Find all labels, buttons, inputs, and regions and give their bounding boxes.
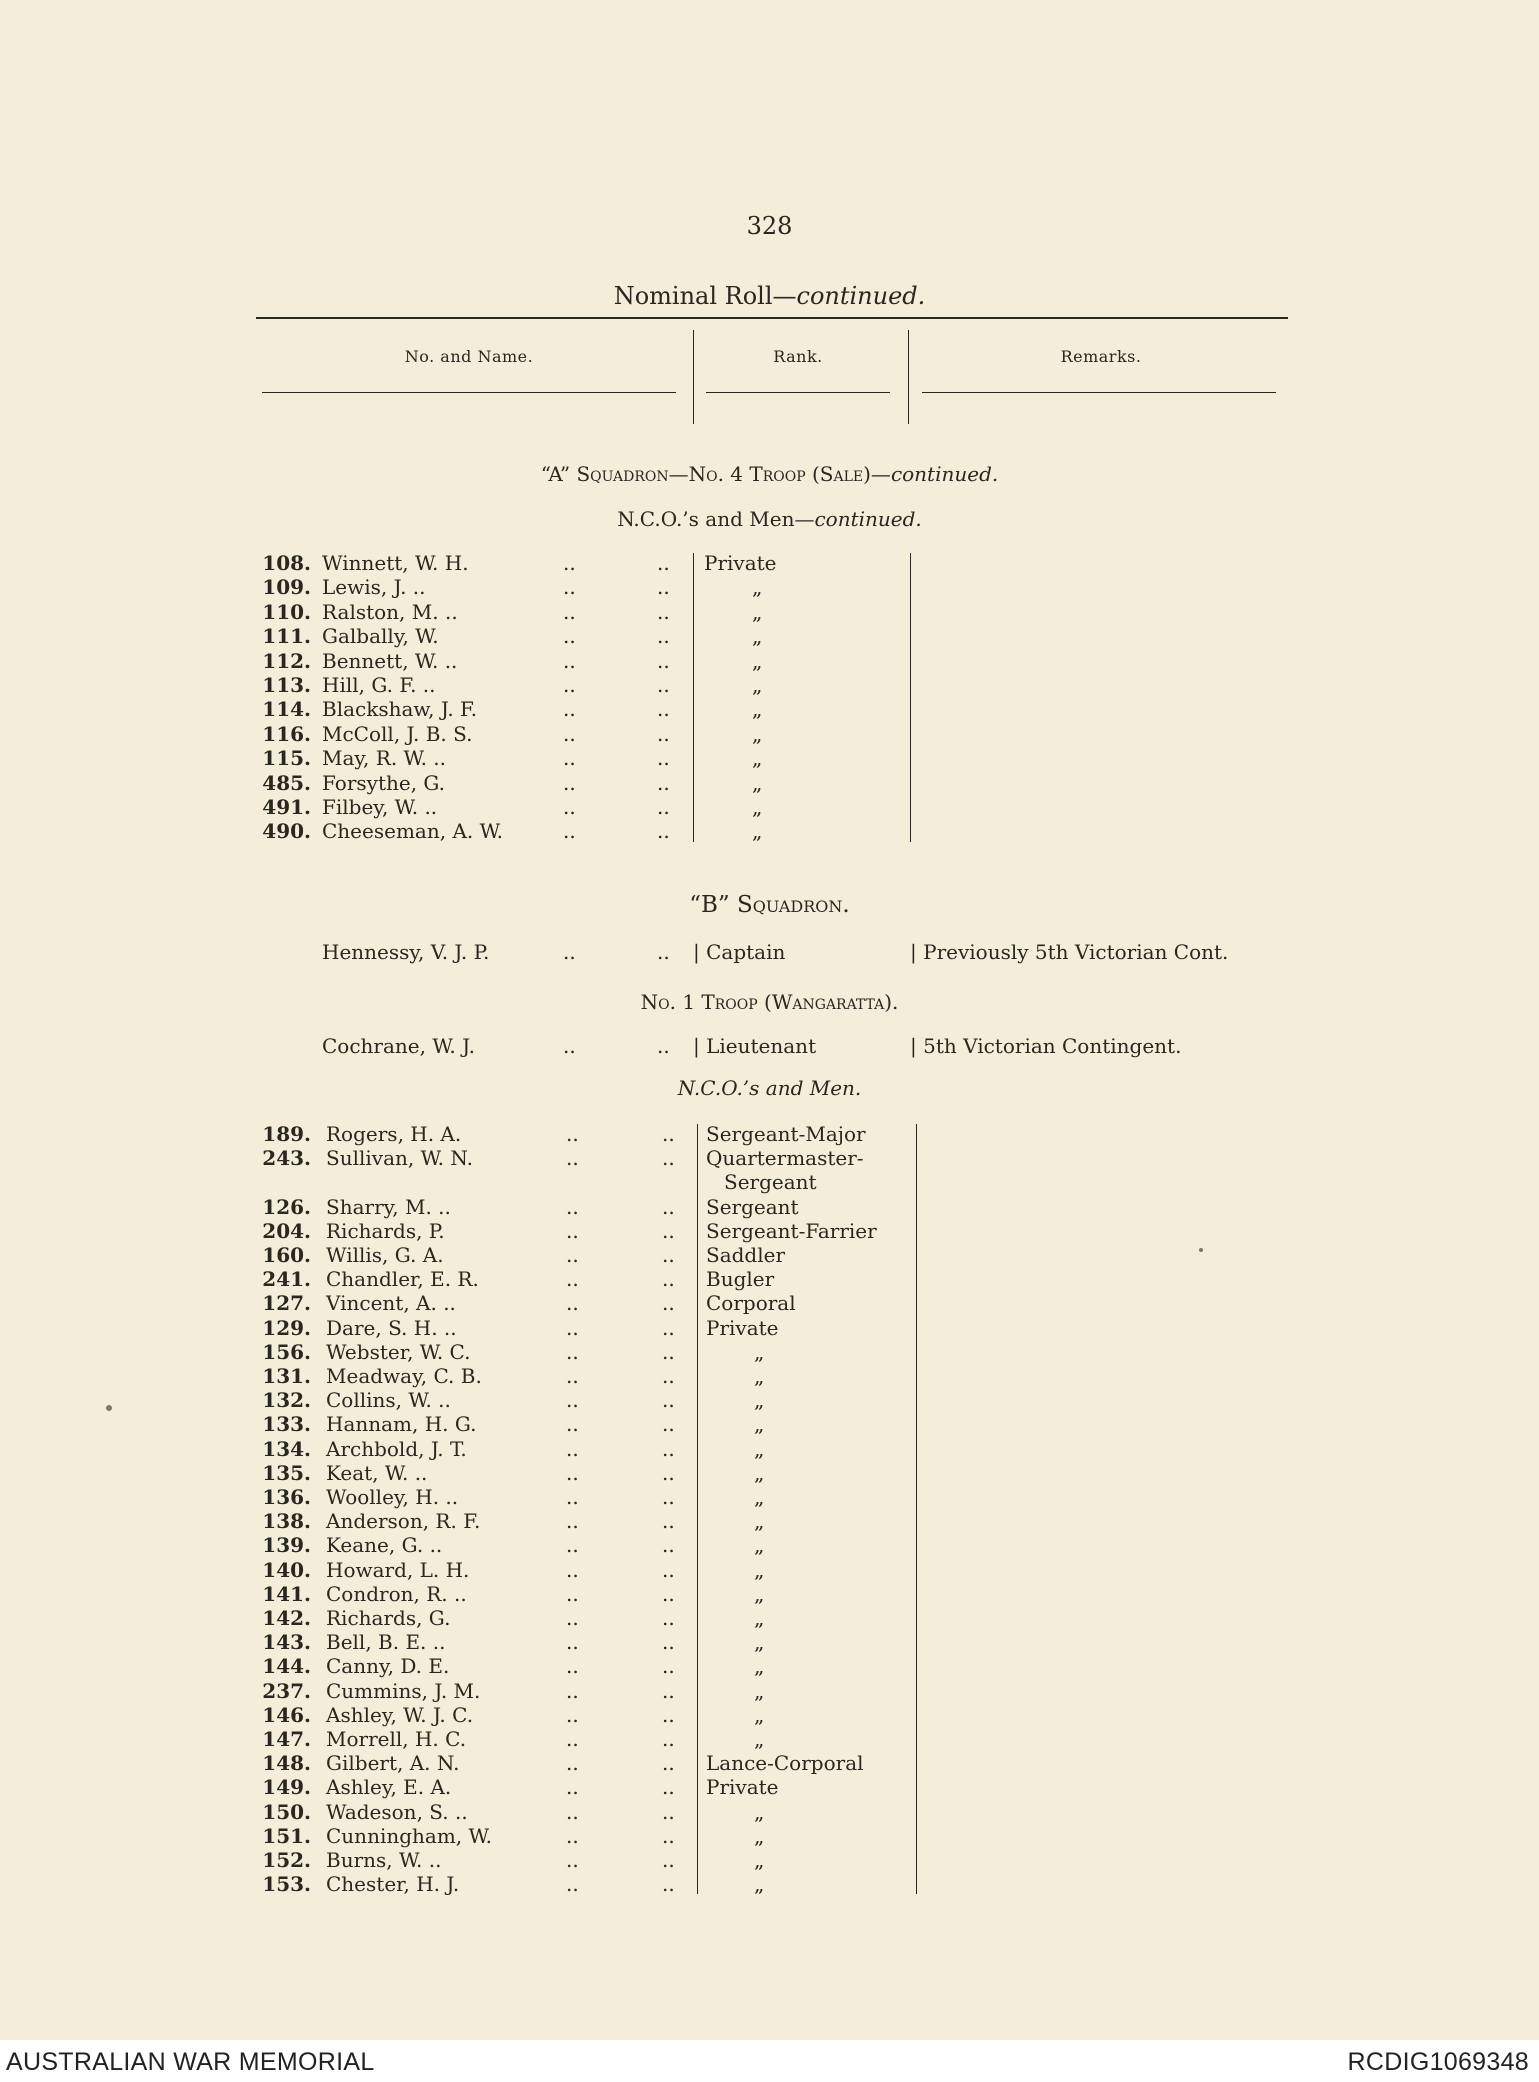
dots: .. xyxy=(563,746,576,771)
regimental-number: 149. xyxy=(262,1775,311,1800)
captain-rank: | Captain xyxy=(693,940,786,964)
dots: .. xyxy=(563,770,576,795)
member-name: Dare, S. H. .. xyxy=(326,1315,457,1340)
column-rule-rank xyxy=(706,392,890,393)
dots: .. xyxy=(566,1533,579,1558)
dots: .. xyxy=(662,1630,675,1655)
dots: .. xyxy=(662,1315,675,1340)
dots: .. xyxy=(662,1364,675,1388)
regimental-number: 150. xyxy=(262,1799,311,1824)
dots: .. xyxy=(662,1243,675,1267)
regimental-number: 144. xyxy=(262,1654,311,1679)
member-name: Cheeseman, A. W. xyxy=(322,819,504,844)
dots: .. xyxy=(662,1606,675,1630)
member-rank: „ xyxy=(754,1509,765,1534)
column-header-remarks: Remarks. xyxy=(1060,347,1142,366)
lieutenant-row xyxy=(0,1034,1539,1058)
regimental-number: 134. xyxy=(262,1436,311,1461)
member-name: Ashley, E. A. xyxy=(326,1775,452,1800)
dots: .. xyxy=(566,1727,579,1751)
member-rank: „ xyxy=(754,1654,765,1679)
member-rank: „ xyxy=(752,795,763,819)
member-name: Vincent, A. .. xyxy=(326,1291,456,1316)
dots: .. xyxy=(657,575,670,600)
roll-row xyxy=(0,1267,1539,1291)
dots: .. xyxy=(662,1388,675,1413)
dots: .. xyxy=(566,1823,579,1848)
member-name: Willis, G. A. xyxy=(326,1243,444,1267)
roll-row xyxy=(0,624,1539,648)
dots: .. xyxy=(563,721,576,746)
roll-row xyxy=(0,1775,1539,1799)
regimental-number: 141. xyxy=(262,1581,311,1606)
regimental-number: 116. xyxy=(262,721,311,746)
roll-row xyxy=(0,1558,1539,1582)
dots: .. xyxy=(566,1291,579,1316)
dots: .. xyxy=(657,819,670,844)
member-name: Ashley, W. J. C. xyxy=(326,1702,474,1727)
regimental-number: 243. xyxy=(262,1146,311,1171)
regimental-number: 114. xyxy=(262,697,311,722)
member-rank: „ xyxy=(754,1823,765,1848)
dots: .. xyxy=(563,1034,576,1058)
regimental-number: 485. xyxy=(262,770,311,795)
dots: .. xyxy=(566,1606,579,1630)
column-rule-name xyxy=(262,392,676,393)
dots: .. xyxy=(662,1533,675,1558)
section-a-subheading: N.C.O.’s and Men—continued. xyxy=(617,507,922,531)
dots: .. xyxy=(657,795,670,819)
dots: .. xyxy=(662,1799,675,1824)
regimental-number: 142. xyxy=(262,1606,311,1630)
regimental-number: 127. xyxy=(262,1291,311,1316)
dots: .. xyxy=(657,1034,670,1058)
roll-row xyxy=(0,1582,1539,1606)
roll-row xyxy=(0,1388,1539,1412)
dots: .. xyxy=(662,1702,675,1727)
member-rank: „ xyxy=(754,1388,765,1413)
roll-row xyxy=(0,1800,1539,1824)
footer-id: RCDIG1069348 xyxy=(1347,2048,1529,2076)
roll-row xyxy=(0,1412,1539,1436)
dots: .. xyxy=(662,1218,675,1243)
dots: .. xyxy=(657,770,670,795)
dots: .. xyxy=(662,1654,675,1679)
member-rank: „ xyxy=(754,1436,765,1461)
member-name: Burns, W. .. xyxy=(326,1848,442,1872)
dots: .. xyxy=(657,599,670,624)
roll-row xyxy=(0,600,1539,624)
roll-row-continuation xyxy=(0,1170,1539,1194)
member-rank: „ xyxy=(754,1799,765,1824)
member-name: Canny, D. E. xyxy=(326,1654,450,1679)
dots: .. xyxy=(563,624,576,649)
member-name: Bennett, W. .. xyxy=(322,648,458,673)
roll-row xyxy=(0,1727,1539,1751)
dots: .. xyxy=(566,1557,579,1582)
member-rank: „ xyxy=(752,624,763,649)
roll-row xyxy=(0,1751,1539,1775)
dots: .. xyxy=(657,940,670,964)
dots: .. xyxy=(657,697,670,722)
member-name: Sullivan, W. N. xyxy=(326,1146,473,1171)
dots: .. xyxy=(566,1848,579,1872)
roll-row xyxy=(0,771,1539,795)
roll-row xyxy=(0,1485,1539,1509)
dots: .. xyxy=(662,1581,675,1606)
regimental-number: 152. xyxy=(262,1848,311,1872)
member-rank: „ xyxy=(754,1630,765,1655)
regimental-number: 490. xyxy=(262,819,311,844)
captain-row xyxy=(0,940,1539,964)
roll-row xyxy=(0,1848,1539,1872)
member-rank: Private xyxy=(704,551,777,575)
dots: .. xyxy=(566,1654,579,1679)
dots: .. xyxy=(662,1727,675,1751)
dots: .. xyxy=(563,648,576,673)
member-name: Webster, W. C. xyxy=(326,1339,471,1364)
roll-row xyxy=(0,1606,1539,1630)
member-rank: „ xyxy=(754,1606,765,1630)
roll-row xyxy=(0,673,1539,697)
dots: .. xyxy=(566,1364,579,1388)
member-name: Lewis, J. .. xyxy=(322,575,426,600)
roll-row xyxy=(0,1654,1539,1678)
dots: .. xyxy=(566,1872,579,1897)
roll-row xyxy=(0,1872,1539,1896)
member-name: Keane, G. .. xyxy=(326,1533,443,1558)
regimental-number: 147. xyxy=(262,1727,311,1751)
member-name: Rogers, H. A. xyxy=(326,1122,462,1146)
dots: .. xyxy=(662,1485,675,1509)
member-rank: Quartermaster- xyxy=(706,1146,864,1171)
member-name: McColl, J. B. S. xyxy=(322,721,473,746)
column-header-name: No. and Name. xyxy=(404,347,534,366)
dots: .. xyxy=(563,697,576,722)
dots: .. xyxy=(566,1460,579,1485)
member-rank: Private xyxy=(706,1775,779,1800)
lieutenant-rank: | Lieutenant xyxy=(693,1034,817,1058)
regimental-number: 131. xyxy=(262,1364,311,1388)
dots: .. xyxy=(662,1436,675,1461)
lieutenant-name: Cochrane, W. J. xyxy=(322,1034,475,1058)
regimental-number: 112. xyxy=(262,648,311,673)
member-rank: „ xyxy=(754,1412,765,1437)
member-rank: „ xyxy=(752,819,763,844)
roll-row xyxy=(0,1437,1539,1461)
roll-row xyxy=(0,1316,1539,1340)
dots: .. xyxy=(566,1146,579,1171)
member-rank: „ xyxy=(752,599,763,624)
dots: .. xyxy=(566,1509,579,1534)
member-name: Cunningham, W. xyxy=(326,1823,492,1848)
roll-row xyxy=(0,1533,1539,1557)
member-rank: „ xyxy=(754,1485,765,1509)
regimental-number: 151. xyxy=(262,1823,311,1848)
roll-row xyxy=(0,722,1539,746)
roll-row xyxy=(0,1461,1539,1485)
page-title: Nominal Roll—continued. xyxy=(613,282,926,310)
member-rank: „ xyxy=(752,746,763,771)
dots: .. xyxy=(662,1460,675,1485)
regimental-number: 140. xyxy=(262,1557,311,1582)
column-divider-1 xyxy=(693,330,694,424)
dots: .. xyxy=(563,575,576,600)
lieutenant-remarks: | 5th Victorian Contingent. xyxy=(910,1034,1182,1058)
roll-row xyxy=(0,1146,1539,1170)
member-name: Forsythe, G. xyxy=(322,770,446,795)
dots: .. xyxy=(566,1315,579,1340)
member-name: Howard, L. H. xyxy=(326,1557,470,1582)
roll-row xyxy=(0,1340,1539,1364)
dots: .. xyxy=(563,673,576,697)
dots: .. xyxy=(662,1509,675,1534)
member-rank: „ xyxy=(752,721,763,746)
roll-row xyxy=(0,551,1539,575)
section-b-subheading: N.C.O.’s and Men. xyxy=(677,1076,862,1100)
member-name: Blackshaw, J. F. xyxy=(322,697,478,722)
column-rule-remarks xyxy=(922,392,1276,393)
member-rank: „ xyxy=(752,648,763,673)
member-name: Chester, H. J. xyxy=(326,1872,460,1897)
roll-row xyxy=(0,1291,1539,1315)
regimental-number: 146. xyxy=(262,1702,311,1727)
dots: .. xyxy=(662,1412,675,1437)
roll-row xyxy=(0,649,1539,673)
rank-column-line xyxy=(693,553,694,842)
dots: .. xyxy=(566,1630,579,1655)
member-rank: „ xyxy=(752,673,763,697)
regimental-number: 153. xyxy=(262,1872,311,1897)
member-rank: „ xyxy=(754,1872,765,1897)
dots: .. xyxy=(662,1146,675,1171)
member-rank: Private xyxy=(706,1315,779,1340)
member-rank: Sergeant-Major xyxy=(706,1122,866,1146)
member-rank: „ xyxy=(754,1460,765,1485)
column-header-rank: Rank. xyxy=(773,347,823,366)
regimental-number: 110. xyxy=(262,599,311,624)
captain-remarks: | Previously 5th Victorian Cont. xyxy=(910,940,1229,964)
footer-source: AUSTRALIAN WAR MEMORIAL xyxy=(6,2048,375,2076)
regimental-number: 156. xyxy=(262,1339,311,1364)
dots: .. xyxy=(662,1122,675,1146)
dots: .. xyxy=(662,1872,675,1897)
heading-rule xyxy=(256,317,1288,319)
dots: .. xyxy=(563,795,576,819)
dots: .. xyxy=(657,648,670,673)
member-rank: Sergeant xyxy=(706,1194,799,1219)
dots: .. xyxy=(662,1823,675,1848)
member-name: Anderson, R. F. xyxy=(326,1509,481,1534)
member-name: Winnett, W. H. xyxy=(322,551,469,575)
regimental-number: 111. xyxy=(262,624,311,649)
dots: .. xyxy=(566,1412,579,1437)
roll-row xyxy=(0,697,1539,721)
dots: .. xyxy=(566,1751,579,1776)
ink-speck xyxy=(1199,1248,1203,1252)
dots: .. xyxy=(563,940,576,964)
member-rank: „ xyxy=(754,1557,765,1582)
regimental-number: 135. xyxy=(262,1460,311,1485)
regimental-number: 237. xyxy=(262,1678,311,1703)
member-name: Richards, G. xyxy=(326,1606,451,1630)
dots: .. xyxy=(566,1775,579,1800)
roll-row xyxy=(0,1679,1539,1703)
member-rank: „ xyxy=(754,1848,765,1872)
dots: .. xyxy=(566,1485,579,1509)
member-name: Keat, W. .. xyxy=(326,1460,428,1485)
roll-row xyxy=(0,795,1539,819)
member-rank: Corporal xyxy=(706,1291,796,1316)
dots: .. xyxy=(657,746,670,771)
dots: .. xyxy=(566,1702,579,1727)
member-rank: „ xyxy=(754,1364,765,1388)
regimental-number: 132. xyxy=(262,1388,311,1413)
roll-row xyxy=(0,1703,1539,1727)
member-name: Galbally, W. xyxy=(322,624,439,649)
dots: .. xyxy=(566,1194,579,1219)
member-name: Woolley, H. .. xyxy=(326,1485,459,1509)
member-rank: „ xyxy=(754,1702,765,1727)
member-rank: Sergeant-Farrier xyxy=(706,1218,877,1243)
regimental-number: 491. xyxy=(262,795,311,819)
roll-row xyxy=(0,1243,1539,1267)
roll-row xyxy=(0,1219,1539,1243)
page-number: 328 xyxy=(746,212,793,240)
regimental-number: 126. xyxy=(262,1194,311,1219)
dots: .. xyxy=(566,1436,579,1461)
dots: .. xyxy=(566,1799,579,1824)
dots: .. xyxy=(566,1581,579,1606)
roll-row xyxy=(0,1364,1539,1388)
member-rank: Saddler xyxy=(706,1243,786,1267)
regimental-number: 204. xyxy=(262,1218,311,1243)
dots: .. xyxy=(657,721,670,746)
member-name: Cummins, J. M. xyxy=(326,1678,481,1703)
member-name: Wadeson, S. .. xyxy=(326,1799,468,1824)
dots: .. xyxy=(566,1243,579,1267)
dots: .. xyxy=(662,1848,675,1872)
regimental-number: 133. xyxy=(262,1412,311,1437)
member-name: Richards, P. xyxy=(326,1218,445,1243)
member-rank: „ xyxy=(754,1678,765,1703)
regimental-number: 148. xyxy=(262,1751,311,1776)
dots: .. xyxy=(662,1775,675,1800)
dots: .. xyxy=(662,1291,675,1316)
member-name: Collins, W. .. xyxy=(326,1388,451,1413)
member-name: Archbold, J. T. xyxy=(326,1436,467,1461)
roll-row xyxy=(0,1195,1539,1219)
regimental-number: 108. xyxy=(262,551,311,575)
member-name: Hannam, H. G. xyxy=(326,1412,477,1437)
member-name: May, R. W. .. xyxy=(322,746,447,771)
dots: .. xyxy=(657,551,670,575)
roll-row xyxy=(0,1824,1539,1848)
roll-row xyxy=(0,575,1539,599)
section-a-heading: “A” Squadron—No. 4 Troop (Sale)—continued. xyxy=(540,462,999,486)
dots: .. xyxy=(662,1678,675,1703)
dots: .. xyxy=(566,1267,579,1292)
section-b-heading: “B” Squadron. xyxy=(689,892,850,918)
member-name: Chandler, E. R. xyxy=(326,1267,479,1292)
member-name: Morrell, H. C. xyxy=(326,1727,467,1751)
roll-row xyxy=(0,819,1539,843)
regimental-number: 136. xyxy=(262,1485,311,1509)
regimental-number: 241. xyxy=(262,1267,311,1292)
troop-heading: No. 1 Troop (Wangaratta). xyxy=(640,990,899,1014)
dots: .. xyxy=(566,1122,579,1146)
regimental-number: 129. xyxy=(262,1315,311,1340)
member-rank: „ xyxy=(752,575,763,600)
member-name: Gilbert, A. N. xyxy=(326,1751,460,1776)
member-rank: „ xyxy=(752,770,763,795)
roll-row xyxy=(0,1630,1539,1654)
ink-speck xyxy=(106,1405,112,1411)
member-name: Condron, R. .. xyxy=(326,1581,467,1606)
member-rank: „ xyxy=(754,1533,765,1558)
dots: .. xyxy=(563,551,576,575)
roll-row xyxy=(0,1122,1539,1146)
dots: .. xyxy=(657,624,670,649)
regimental-number: 189. xyxy=(262,1122,311,1146)
regimental-number: 160. xyxy=(262,1243,311,1267)
member-rank: „ xyxy=(752,697,763,722)
dots: .. xyxy=(662,1751,675,1776)
roll-row xyxy=(0,746,1539,770)
dots: .. xyxy=(662,1557,675,1582)
member-name: Meadway, C. B. xyxy=(326,1364,482,1388)
dots: .. xyxy=(566,1388,579,1413)
captain-name: Hennessy, V. J. P. xyxy=(322,940,490,964)
dots: .. xyxy=(563,819,576,844)
dots: .. xyxy=(566,1339,579,1364)
regimental-number: 113. xyxy=(262,673,311,697)
remarks-column-line xyxy=(916,1124,917,1894)
dots: .. xyxy=(566,1678,579,1703)
dots: .. xyxy=(657,673,670,697)
member-rank-continued: Sergeant xyxy=(724,1170,817,1195)
dots: .. xyxy=(662,1267,675,1292)
member-rank: Bugler xyxy=(706,1267,775,1292)
regimental-number: 115. xyxy=(262,746,311,771)
member-rank: „ xyxy=(754,1727,765,1751)
member-rank: „ xyxy=(754,1581,765,1606)
member-rank: „ xyxy=(754,1339,765,1364)
member-name: Bell, B. E. .. xyxy=(326,1630,446,1655)
dots: .. xyxy=(662,1339,675,1364)
roll-row xyxy=(0,1509,1539,1533)
column-divider-2 xyxy=(908,330,909,424)
regimental-number: 109. xyxy=(262,575,311,600)
member-name: Ralston, M. .. xyxy=(322,599,458,624)
regimental-number: 138. xyxy=(262,1509,311,1534)
member-rank: Lance-Corporal xyxy=(706,1751,864,1776)
member-name: Filbey, W. .. xyxy=(322,795,438,819)
regimental-number: 139. xyxy=(262,1533,311,1558)
remarks-column-line xyxy=(910,553,911,842)
dots: .. xyxy=(662,1194,675,1219)
rank-column-line xyxy=(697,1124,698,1894)
member-name: Sharry, M. .. xyxy=(326,1194,451,1219)
dots: .. xyxy=(563,599,576,624)
dots: .. xyxy=(566,1218,579,1243)
member-name: Hill, G. F. .. xyxy=(322,673,436,697)
regimental-number: 143. xyxy=(262,1630,311,1655)
